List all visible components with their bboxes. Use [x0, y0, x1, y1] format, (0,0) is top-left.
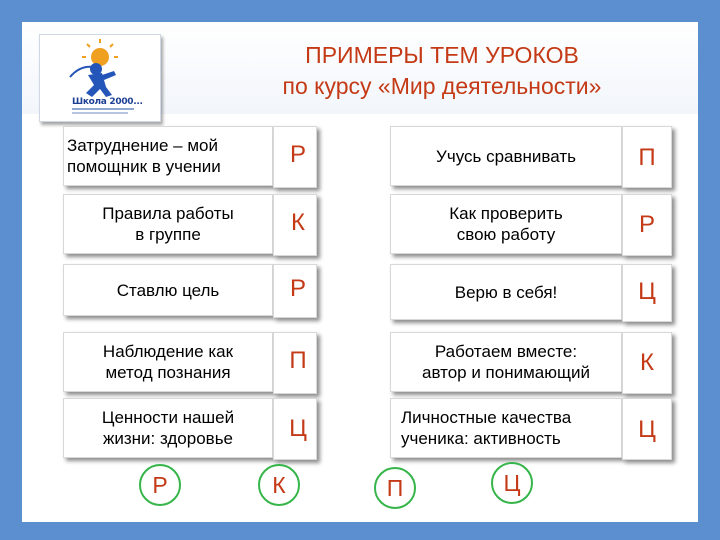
right-topic-3-line-1: Верю в себя!	[454, 282, 558, 302]
right-code-3: Ц	[638, 278, 656, 305]
left-code-3: Р	[289, 275, 306, 302]
legend-circle-ts: Ц	[491, 462, 533, 504]
left-topic-5	[63, 398, 273, 458]
right-topic-1-line-1: Учусь сравнивать	[436, 146, 576, 166]
left-topic-1	[63, 126, 273, 186]
right-topic-3	[390, 264, 622, 320]
right-topic-5-line-2: ученика: активность	[401, 429, 561, 448]
left-topic-4	[63, 332, 273, 392]
left-topic-5-line-2: жизни: здоровье	[102, 429, 234, 448]
left-topic-1-line-2: помощник в учении	[67, 157, 221, 176]
right-code-2: Р	[638, 211, 655, 238]
right-topic-4-line-2: автор и понимающий	[422, 363, 590, 382]
left-topic-2	[63, 194, 273, 254]
left-code-2: К	[291, 209, 305, 236]
left-code-4: П	[289, 347, 307, 374]
legend-circle-p: П	[374, 467, 416, 509]
left-code-5: Ц	[289, 415, 307, 442]
right-code-4: К	[640, 349, 654, 376]
left-topic-5-line-1: Ценности нашей	[101, 408, 235, 427]
left-topic-1-line-1: Затруднение – мой	[67, 136, 218, 155]
right-topic-1	[390, 126, 622, 186]
title-line-1: ПРИМЕРЫ ТЕМ УРОКОВ	[305, 42, 579, 68]
right-topic-2-line-1: Как проверить	[449, 204, 563, 223]
left-topic-2-line-1: Правила работы	[102, 204, 234, 223]
right-topic-5	[390, 398, 622, 458]
title-line-2: по курсу «Мир деятельности»	[282, 73, 602, 99]
right-topic-4	[390, 332, 622, 392]
page-title	[192, 40, 692, 102]
left-topic-2-line-2: в группе	[135, 225, 201, 244]
left-topic-4-line-1: Наблюдение как	[102, 342, 234, 361]
left-code-1: Р	[289, 141, 306, 168]
right-code-5: Ц	[638, 416, 656, 443]
left-topic-3	[63, 264, 273, 316]
logo-underline	[72, 108, 134, 110]
slide-content	[22, 22, 698, 522]
legend-circle-r: Р	[139, 464, 181, 506]
left-topic-4-line-2: метод познания	[105, 363, 231, 382]
legend-circle-k: К	[258, 464, 300, 506]
logo-text: Школа 2000...	[72, 97, 143, 107]
logo	[39, 34, 161, 122]
right-code-1: П	[638, 144, 656, 171]
right-topic-2-line-2: свою работу	[456, 225, 556, 244]
left-topic-3-line-1: Ставлю цель	[116, 280, 220, 300]
logo-underline-2	[72, 112, 128, 114]
right-topic-4-line-1: Работаем вместе:	[434, 342, 578, 361]
right-topic-5-line-1: Личностные качества	[401, 408, 572, 427]
right-topic-2	[390, 194, 622, 254]
